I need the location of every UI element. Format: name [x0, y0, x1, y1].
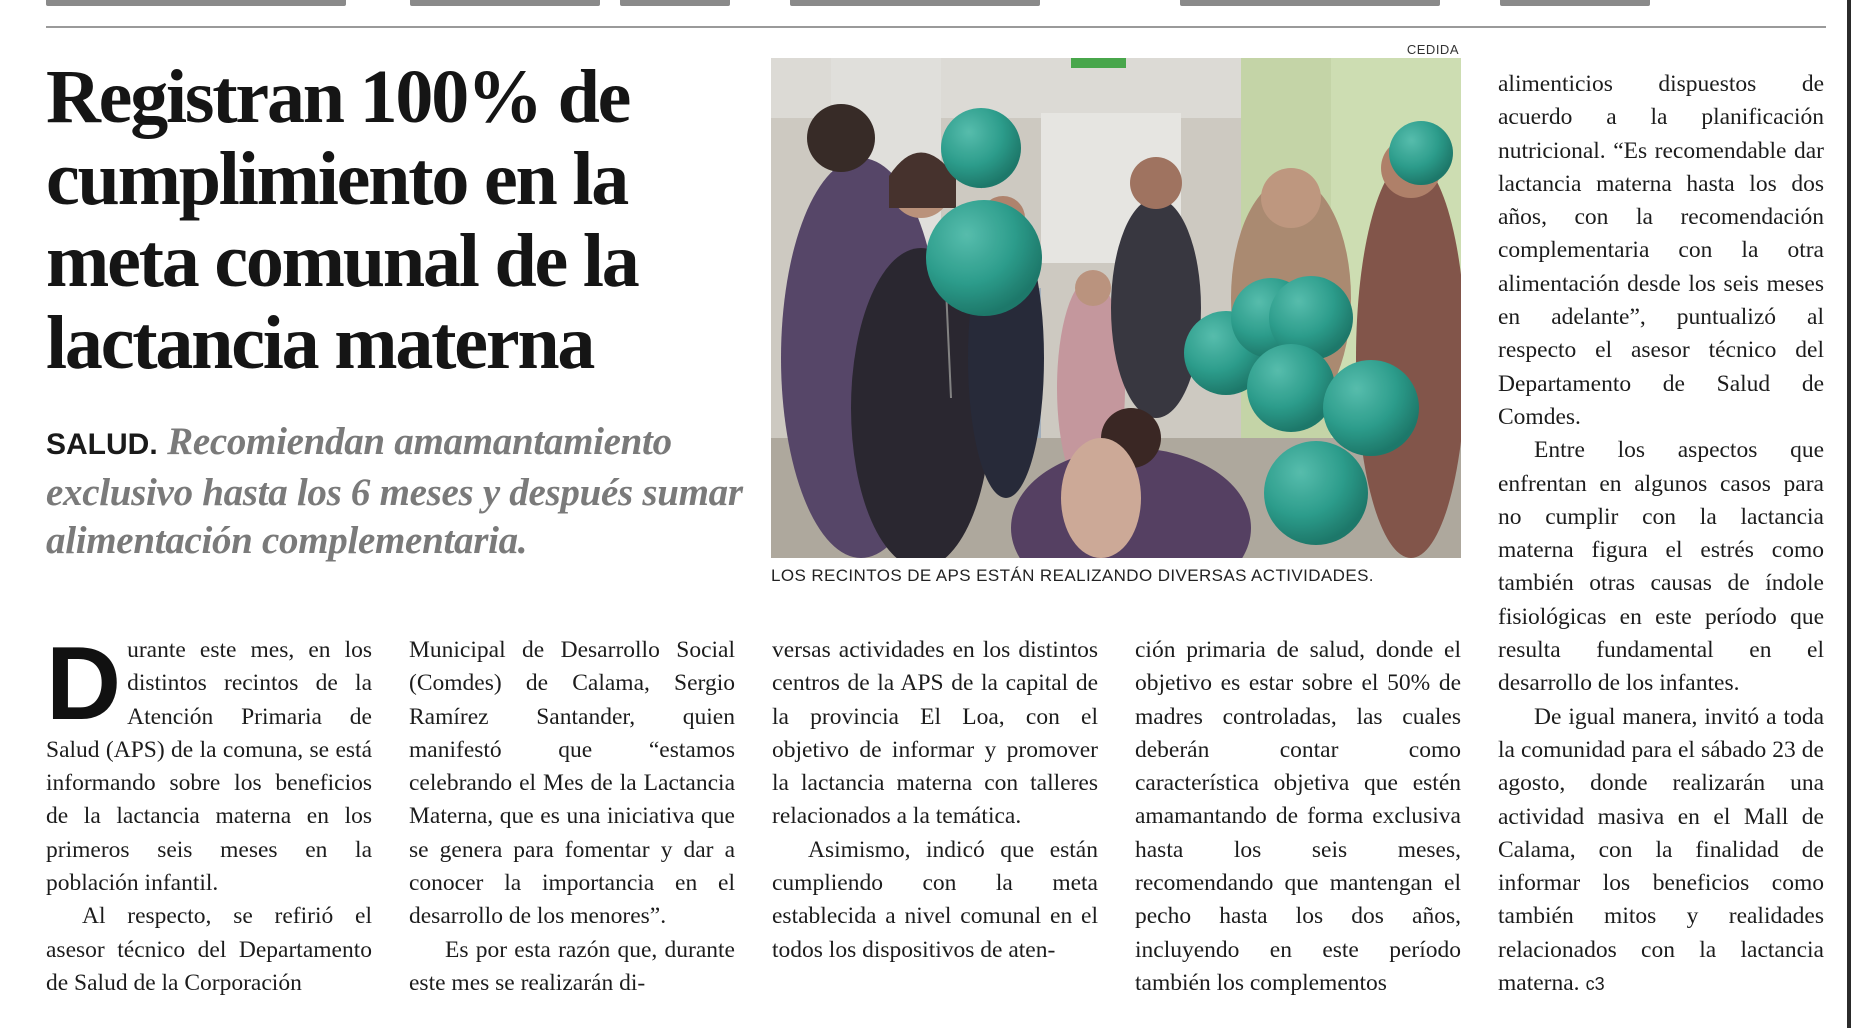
photo-caption: LOS RECINTOS DE APS ESTÁN REALIZANDO DIVERSAS ACTIVIDADES. [771, 566, 1374, 585]
top-rule [46, 26, 1826, 28]
subhead-text: Recomiendan amamantamiento exclusivo hasta los 6 meses y después sumar alimentación complementaria. [46, 420, 743, 562]
paragraph: Al respecto, se refirió el asesor técnico del Departamento de Salud de la Corporación [46, 903, 372, 996]
paragraph: ción primaria de salud, donde el objetivo es estar sobre el 50% de madres controladas, las cuales deberán contar como característica objetiva que estén amamantando de forma exclusiva hasta los seis meses, recomendando que mantengan el pecho hasta los dos años, incluyendo en este período también los complementos [1135, 637, 1461, 996]
paragraph: Es por esta razón que, durante este mes se realizarán di- [409, 936, 735, 996]
paragraph: Asimismo, indicó que están cumpliendo con la meta establecida a nivel comunal en el todos los dispositivos de aten- [772, 836, 1098, 963]
photo-credit: CEDIDA [1406, 42, 1459, 57]
paragraph: alimenticios dispuestos de acuerdo a la planificación nutricional. “Es recomendable dar lactancia materna hasta los dos años, con la recomendación complementaria con la otra alimentación desde los seis meses en adelante”, puntualizó al respecto el asesor técnico del Departamento de Salud de Comdes. [1498, 71, 1824, 430]
headline: Registran 100% de cumplimiento en la meta comunal de la lactancia materna [46, 55, 638, 385]
photo-illustration [771, 58, 1461, 558]
drop-cap: D [46, 626, 122, 742]
paragraph: Entre los aspectos que enfrentan en algunos casos para no cumplir con la lactancia materna figura el estrés como también otras causas de índole fisiológicas en este período que resulta fundamental en el desarrollo de los infantes. [1498, 437, 1824, 697]
paragraph [46, 626, 372, 900]
paragraph: versas actividades en los distintos centros de la APS de la capital de la provincia El Loa, con el objetivo de informar y promover la lactancia materna con talleres relacionados a la temática. [772, 637, 1098, 830]
body-column-3 [772, 634, 1098, 967]
page-edge [1847, 0, 1851, 1028]
body-column-5 [1498, 68, 1824, 1001]
paragraph: Municipal de Desarrollo Social (Comdes) de Calama, Sergio Ramírez Santander, quien manifestó que “estamos celebrando el Mes de la Lactancia Materna, que es una iniciativa que se genera para fomentar y dar a conocer la importancia en el desarrollo de los menores”. [409, 637, 735, 930]
end-mark: ᴄ3 [1585, 974, 1605, 995]
body-column-1 [46, 626, 372, 1000]
paragraph [1498, 701, 1824, 1002]
paragraph-text: De igual manera, invitó a toda la comunidad para el sábado 23 de agosto, donde realizarán una actividad masiva en el Mall de Calama, con la finalidad de informar los beneficios como también mitos y realidades relacionados con la lactancia materna. [1498, 703, 1824, 997]
body-column-2 [409, 634, 735, 1000]
paragraph-text: urante este mes, en los distintos recintos de la Atención Primaria de Salud (APS) de la comuna, se está informando sobre los beneficios de la lactancia materna en los primeros seis meses en la población infantil. [46, 637, 372, 897]
section-kicker: SALUD. [46, 428, 158, 461]
body-column-4 [1135, 634, 1461, 1000]
subhead [46, 418, 746, 565]
previous-article-strip [0, 0, 1868, 8]
article-photo [771, 58, 1461, 558]
